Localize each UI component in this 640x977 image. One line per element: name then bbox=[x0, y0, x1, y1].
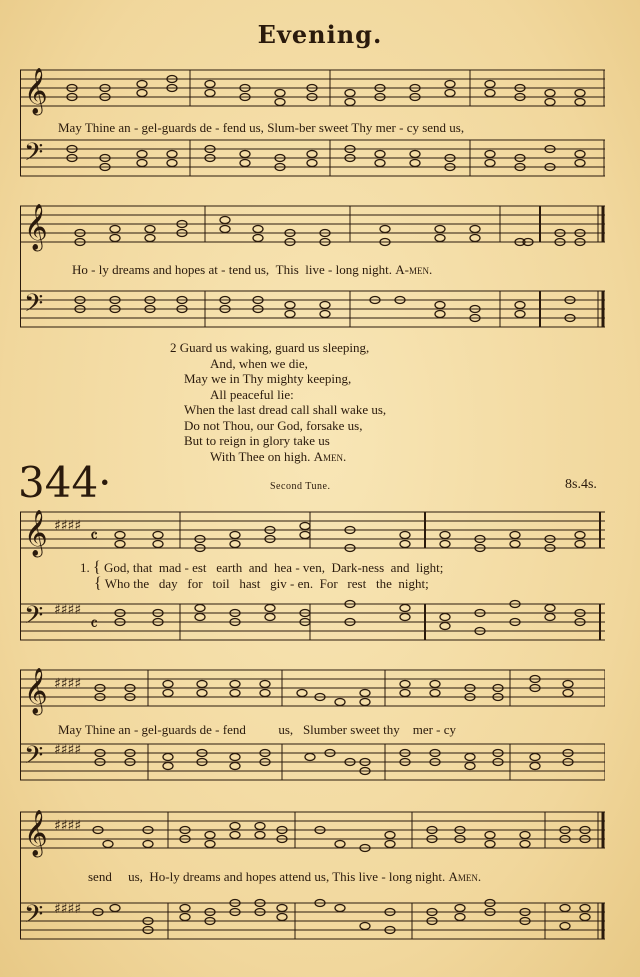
lyric-syllable: This live bbox=[332, 869, 379, 884]
lyric-syllable: Slum-ber sweet Thy mer bbox=[267, 120, 396, 135]
lyric-syllable: send us, bbox=[422, 120, 465, 135]
verse-2 bbox=[170, 340, 386, 464]
lyric-syllable: ly dreams and hopes at bbox=[98, 262, 218, 277]
amen-label: Amen. bbox=[448, 869, 482, 884]
verse-line: Do not Thou, our God, forsake us, bbox=[184, 417, 363, 433]
lyric-hyphen: - bbox=[184, 560, 189, 575]
verse-line: When the last dread call shall wake us, bbox=[184, 402, 387, 417]
music-staves bbox=[20, 800, 605, 970]
tune-name: Second Tune. bbox=[270, 481, 331, 492]
lyric-syllable: us, bbox=[278, 722, 294, 737]
lyric-syllable: live bbox=[305, 262, 325, 277]
lyric-syllable: hast bbox=[239, 576, 261, 591]
lyrics-line-344-3 bbox=[88, 869, 481, 885]
lyric-syllable: gel-guards de bbox=[141, 120, 212, 135]
svg-text:𝄴: 𝄴 bbox=[90, 526, 99, 547]
lyric-syllable: Ho bbox=[72, 262, 88, 277]
lyric-hyphen: - bbox=[221, 262, 226, 277]
lyric-hyphen: - bbox=[295, 560, 300, 575]
page-title: Evening. bbox=[257, 20, 383, 49]
lyrics-line-344-1a: 1. { God, that mad - est earth and hea - ven, Dark-ness and light; bbox=[80, 559, 444, 576]
lyric-syllable: hea bbox=[274, 560, 293, 575]
lyric-syllable: us, bbox=[128, 869, 143, 884]
lyric-syllable: long night. bbox=[335, 262, 392, 277]
lyric-hyphen: - bbox=[133, 120, 139, 135]
svg-text:♯♯♯♯: ♯♯♯♯ bbox=[54, 518, 82, 534]
svg-text:♯♯♯♯: ♯♯♯♯ bbox=[54, 901, 82, 917]
staff-system-5 bbox=[20, 800, 605, 970]
lyric-syllable: est bbox=[192, 560, 207, 575]
lyric-syllable: light; bbox=[415, 560, 444, 575]
svg-text:𝄞: 𝄞 bbox=[24, 668, 48, 714]
svg-text:♯♯♯♯: ♯♯♯♯ bbox=[54, 742, 82, 758]
lyric-hyphen: - bbox=[381, 869, 386, 884]
lyric-syllable: mer bbox=[412, 722, 433, 737]
svg-text:♯♯♯♯: ♯♯♯♯ bbox=[54, 818, 82, 834]
lyric-syllable: long night. bbox=[388, 869, 446, 884]
svg-text:𝄢: 𝄢 bbox=[24, 741, 44, 776]
lyric-hyphen: - bbox=[215, 120, 220, 135]
lyrics-line-344-1b: { Who the day for toil hast giv - en. For rest the night; bbox=[94, 575, 429, 592]
lyrics-line-344-1 bbox=[80, 560, 443, 592]
lyric-syllable: send bbox=[88, 869, 112, 884]
lyric-syllable: gel-guards de bbox=[141, 722, 212, 737]
lyric-syllable: fend us, bbox=[222, 120, 264, 135]
svg-text:𝄞: 𝄞 bbox=[24, 810, 48, 856]
svg-text:𝄢: 𝄢 bbox=[24, 601, 44, 636]
verse-line: But to reign in glory take us bbox=[184, 433, 330, 448]
lyric-syllable: This bbox=[275, 262, 299, 277]
lyric-syllable: mad bbox=[158, 560, 182, 575]
lyrics-line-a2 bbox=[72, 262, 432, 278]
svg-text:𝄢: 𝄢 bbox=[24, 900, 44, 935]
lyric-syllable: fend bbox=[222, 722, 246, 737]
lyric-syllable: cy bbox=[406, 120, 419, 135]
lyric-syllable: the bbox=[375, 576, 392, 591]
lyric-syllable: for bbox=[187, 576, 203, 591]
verse-line: All peaceful lie: bbox=[210, 386, 294, 402]
lyric-hyphen: - bbox=[91, 262, 96, 277]
lyric-syllable: ven, bbox=[302, 560, 325, 575]
svg-text:♯♯♯♯: ♯♯♯♯ bbox=[54, 676, 82, 692]
svg-text:𝄞: 𝄞 bbox=[24, 68, 48, 114]
lyric-syllable: day bbox=[158, 576, 178, 591]
lyric-syllable: giv bbox=[270, 576, 287, 591]
lyric-syllable: en. bbox=[297, 576, 314, 591]
svg-text:𝄴: 𝄴 bbox=[90, 614, 99, 635]
verse-line: With Thee on high. bbox=[210, 448, 311, 464]
lyric-syllable: earth bbox=[216, 560, 243, 575]
lyric-syllable: For bbox=[319, 576, 338, 591]
lyric-syllable: May Thine an bbox=[58, 722, 131, 737]
lyrics-line-344-2 bbox=[58, 722, 456, 738]
lyric-hyphen: - bbox=[328, 262, 333, 277]
svg-text:𝄢: 𝄢 bbox=[24, 289, 44, 324]
lyric-syllable: May Thine an bbox=[58, 120, 131, 135]
svg-text:𝄢: 𝄢 bbox=[24, 138, 44, 173]
lyric-syllable: Ho-ly dreams and hopes attend us, bbox=[149, 869, 330, 884]
lyric-hyphen: - bbox=[399, 120, 404, 135]
lyric-syllable: God, that bbox=[103, 560, 153, 575]
amen-label: A-men. bbox=[395, 262, 433, 277]
lyric-hyphen: - bbox=[133, 722, 139, 737]
lyric-hyphen: - bbox=[289, 576, 295, 591]
lyric-syllable: Dark-ness bbox=[331, 560, 385, 575]
lyric-hyphen: - bbox=[436, 722, 441, 737]
verse-line: And, when we die, bbox=[210, 355, 308, 371]
lyric-syllable: toil bbox=[212, 576, 230, 591]
lyric-syllable: and bbox=[390, 560, 410, 575]
hymn-number: 344· bbox=[18, 458, 112, 507]
lyric-syllable: tend us, bbox=[228, 262, 270, 277]
lyric-syllable: Slumber sweet thy bbox=[302, 722, 400, 737]
verse-line: 2 Guard us waking, guard us sleeping, bbox=[170, 340, 370, 355]
lyrics-line-a1 bbox=[58, 120, 464, 136]
svg-text:♯♯♯♯: ♯♯♯♯ bbox=[54, 602, 82, 618]
meter: 8s.4s. bbox=[565, 477, 597, 492]
lyric-syllable: cy bbox=[443, 722, 457, 737]
lyric-hyphen: - bbox=[215, 722, 220, 737]
svg-text:𝄞: 𝄞 bbox=[24, 510, 48, 556]
verse-number: 1. bbox=[80, 560, 90, 575]
lyric-syllable: and bbox=[248, 560, 268, 575]
svg-text:𝄞: 𝄞 bbox=[24, 204, 48, 250]
lyric-syllable: Who the bbox=[104, 576, 150, 591]
lyric-syllable: rest bbox=[347, 576, 367, 591]
lyric-syllable: night; bbox=[398, 576, 429, 591]
verse-line: May we in Thy mighty keeping, bbox=[184, 371, 352, 386]
amen-label: Amen. bbox=[313, 448, 347, 464]
hymn-number-text: 344 bbox=[18, 458, 99, 507]
